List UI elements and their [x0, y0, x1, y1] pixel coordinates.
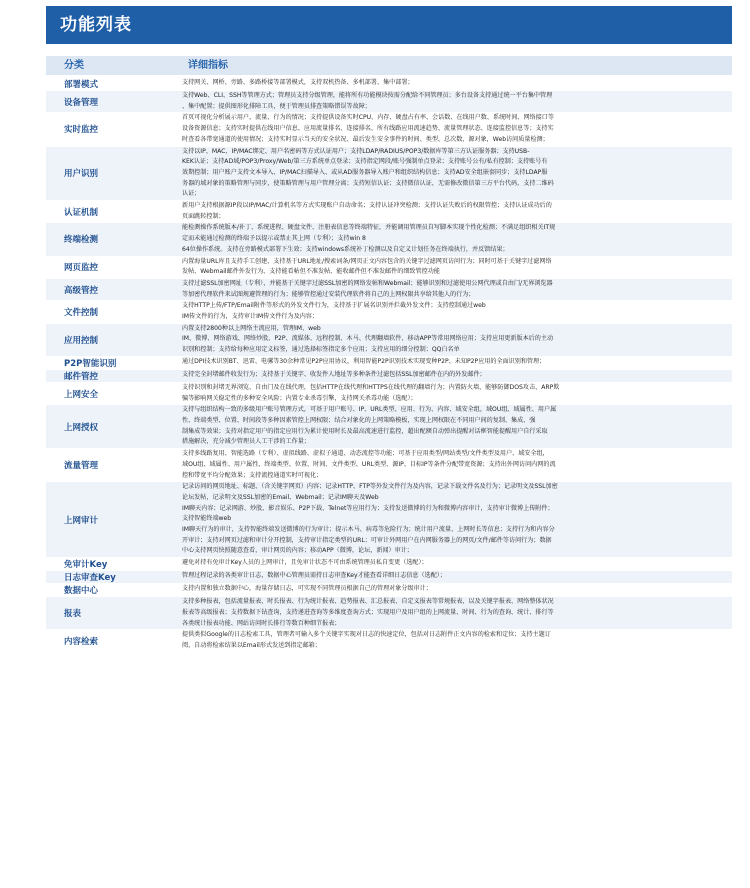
detail-line: 记录访问的网页地址、标题、（含关键字网页）内容；记录HTTP、FTP等外发文件行为及内容，记录下载文件名及行为；记录明文及SSL加密 — [182, 483, 558, 491]
row-category: 报表 — [46, 597, 174, 630]
detail-line: 支持多线路复用、智能选路（专利）、虚拟线路、虚拟子通道、动态流控等功能；可基于应用类型/网站类型/文件类型及用户、域安全组， — [182, 450, 549, 458]
table-row — [46, 370, 732, 383]
row-detail — [174, 324, 732, 357]
detail-line: 控和带宽平均分配效果；支持流控通道实时可视化； — [182, 471, 323, 479]
detail-line: 支持多种报表，包括流量报表、时长报表、行为统计报表、趋势报表、汇总报表、自定义报表等常规报表，以及关键字报表、网络整体状况 — [182, 598, 554, 606]
table-row — [46, 113, 732, 146]
page-title: 功能列表 — [46, 6, 732, 44]
table-row — [46, 324, 732, 357]
row-detail — [174, 301, 732, 323]
row-detail — [174, 223, 732, 256]
detail-line: 性、终端类型、位置、时间段等多种因素管控上网权限；结合对象化的上网策略模板，实现上网权限在不同用户间的复制、集成、强 — [182, 416, 536, 424]
category-column-header: 分类 — [64, 60, 84, 71]
table-header — [46, 56, 732, 75]
detail-line: IM传文件的行为，支持审计IM传文件行为及内容； — [182, 313, 318, 321]
row-detail — [174, 571, 732, 584]
detail-line: 骗等影响网关稳定性的多种安全风险；内置专业杀毒引擎，支持网关杀毒功能（选配）； — [182, 394, 417, 402]
detail-line: 等加密代理软件来试图规避管理的行为；能够管控通过安装代理软件将自己的上网权限共享给其他人的行为； — [182, 290, 475, 298]
detail-line: 中心支持网页快照随意查看，审计网页的内容；移动APP（微博，论坛，新闻）审计； — [182, 547, 413, 555]
row-detail — [174, 558, 732, 571]
detail-line: 支持识别和封堵无界浏览、自由门及在线代理，包括HTTP在线代理和HTTPS在线代理的翻墙行为；内置防火墙，能够防御DOS攻击、ARP欺 — [182, 383, 560, 391]
row-detail — [174, 597, 732, 630]
detail-line: 效期控制；用户账户支持文本导入、IP/MAC扫描导入、或从AD服务器导入账户和组织结构信息；支持AD安全组嵌套同步；支持LDAP服 — [182, 168, 548, 176]
table-row — [46, 301, 732, 323]
detail-line: 支持智能终端web — [182, 515, 232, 523]
row-category: 部署模式 — [46, 78, 174, 91]
row-category: 上网审计 — [46, 482, 174, 558]
detail-line: 内置海量URL库且支持手工创建、支持基于URL地址/搜索词条/网页正文内容包含的关键字过滤网页访问行为；同时可基于关键字过滤网络 — [182, 257, 552, 265]
detail-line: 制集成等效果；支持对指定用户的指定应用行为累计使用时长及最高流速进行监控，超出配额自动弹出提醒对话框智能提醒用户自行采取 — [182, 427, 548, 435]
feature-table — [46, 78, 732, 653]
detail-line: 支持过滤SSL加密网址（专利），并能基于关键字过滤SSL加密的网络发帖和Webmail；能够识别和过滤使用公网代理或自由门/无界浏览器 — [182, 279, 553, 287]
row-detail — [174, 584, 732, 597]
detail-line: 支持与组织结构一致的多级用户账号管理方式，可基于用户账号、IP、URL类型、应用、行为、内容、域安全组，域OU组、域属性、用户属 — [182, 406, 557, 414]
row-detail — [174, 257, 732, 279]
row-detail — [174, 201, 732, 223]
detail-line: 支持以IP、MAC、IP/MAC绑定、用户名密码等方式认证用户；支持LDAP/RADIUS/POP3/数据库等第三方认证服务器；支持USB- — [182, 147, 530, 155]
row-detail — [174, 78, 732, 91]
detail-line: IM聊天行为的审计，支持智能终端发送微博的行为审计；提示木马、病毒等危险行为；统计用户流量、上网时长等信息；支持行为和内容分 — [182, 526, 555, 534]
row-detail — [174, 113, 732, 146]
row-detail — [174, 147, 732, 202]
row-category: 终端检测 — [46, 223, 174, 256]
row-detail — [174, 370, 732, 383]
table-row — [46, 597, 732, 630]
row-category: 用户识别 — [46, 147, 174, 202]
row-category: 应用控制 — [46, 324, 174, 357]
detail-line: 新用户支持根据源IP段以IP/MAC/计算机名等方式实现账户自动命名；支持认证冲突检测；支持认证失败后的权限管控；支持认证成功后的 — [182, 202, 552, 210]
row-category: 内容检索 — [46, 630, 174, 652]
detail-line: 认证； — [182, 190, 201, 198]
row-detail — [174, 383, 732, 405]
detail-line: 发帖、Webmail邮件外发行为、支持能看帖但不准发帖、能收邮件但不准发邮件的细致管控功能 — [182, 268, 440, 276]
row-category: 文件控制 — [46, 301, 174, 323]
detail-line: 支持Web、CLI、SSH等管理方式；管理员支持分级管理，能将所有功能模块按需分配给不同管理员；多台设备支持通过统一平台集中管理 — [182, 92, 553, 99]
table-row — [46, 584, 732, 597]
row-category: 认证机制 — [46, 201, 174, 223]
row-category: 数据中心 — [46, 584, 174, 597]
table-row — [46, 147, 732, 202]
row-detail — [174, 405, 732, 449]
detail-column-header: 详细指标 — [188, 60, 228, 71]
detail-line: 定而未能通过检测的终端予以提示或禁止其上网（专利）；支持win 8 — [182, 235, 366, 243]
detail-line: 能检测操作系统版本/补丁、系统进程、硬盘文件、注册表信息等终端特征，并能调用管理员自写脚本实现个性化检测；不满足组织相关IT规 — [182, 224, 556, 232]
detail-line: 64位操作系统。支持在旁路模式部署下生效；支持windows系统补丁检测以及自定义计划任务在终端执行，并反馈结果； — [182, 245, 509, 253]
table-row — [46, 91, 732, 113]
detail-line: IM聊天内容；记录网游、炒股、影音娱乐、P2P下载、Telnet等应用行为；支持发送微博的行为和微博内容审计，支持审计微博上传附件； — [182, 504, 554, 512]
detail-line: 页面跳转控制； — [182, 212, 225, 220]
row-category: 网页监控 — [46, 257, 174, 279]
row-detail — [174, 449, 732, 482]
row-category: 流量管理 — [46, 449, 174, 482]
row-category: 上网授权 — [46, 405, 174, 449]
detail-line: 内置支持2800种以上网络主流应用，管理IM、web — [182, 324, 321, 332]
row-category: 设备管理 — [46, 91, 174, 113]
detail-line: 论坛发帖，记录明文及SSL加密的Email、Webmail；记录IM聊天及Web — [182, 493, 379, 501]
detail-line: 支持内置和独立数据中心，海量存储日志，可实现不同管理员根据自己的管理对象分级审计； — [182, 585, 432, 593]
detail-line: 管理过程记录的各类审计日志，数据中心管理员需持日志审查Key才能查看详细日志信息（选配）； — [182, 572, 446, 580]
detail-line: 时查看各带宽通道的使用情况；支持实时显示当天的安全状况、最后发生安全事件的时间、类型、总次数、源对象，Web访问质量检测； — [182, 135, 549, 143]
row-category: 免审计Key — [46, 558, 174, 571]
table-row — [46, 383, 732, 405]
detail-line: 提供类似Google的日志检索工具，管理者可输入多个关键字实现对日志的快速定位，包括对日志附件正文内容的检索和定位；支持主题订 — [182, 631, 551, 639]
detail-line: 设备资源信息；支持实时提供在线用户信息、应用流量排名、连接排名、所有线路应用流速趋势、流量管理状态、连接监控信息等；支持实 — [182, 125, 554, 133]
table-row — [46, 257, 732, 279]
detail-line: KEK认证；支持AD域/POP3/Proxy/Web/第三方系统单点登录；支持指定网段/账号强制单点登录；支持账号公有/私有控制；支持账号有 — [182, 158, 548, 166]
row-category: 实时监控 — [46, 113, 174, 146]
detail-line: 务器的域对象的策略管理与同步，使策略管理与用户管理分离；支持短信认证；支持微信认证，无需修改微信第三方平台代码，支持二维码 — [182, 179, 554, 187]
detail-line: 域OU组、域属性、用户属性、终端类型、位置、时间、文件类型、URL类型、源IP、目标IP等条件分配带宽资源；支持出外网访问内网的流 — [182, 460, 556, 468]
detail-line: 避免对持有免审计Key人员的上网审计，且免审计状态不可由系统管理员私自变更（选配）； — [182, 559, 428, 567]
detail-line: 支持HTTP上传/FTP/Email附件等形式的外发文件行为，支持基于扩展名识别并拦截外发文件；支持控制通过web — [182, 302, 486, 310]
detail-line: 识别和控制；支持给每种应用定义标签，通过选择标签指定多个应用；支持应用的细分控制；QQ白名单 — [182, 346, 460, 354]
table-row — [46, 571, 732, 584]
row-detail — [174, 482, 732, 558]
table-row — [46, 279, 732, 301]
row-category: P2P智能识别 — [46, 357, 174, 370]
row-category: 邮件管控 — [46, 370, 174, 383]
detail-line: 支持网关、网桥、旁路、多路桥接等部署模式，支持双机热备、多机部署、集中部署； — [182, 79, 414, 86]
row-detail — [174, 91, 732, 113]
row-category: 上网安全 — [46, 383, 174, 405]
table-row — [46, 558, 732, 571]
row-detail — [174, 630, 732, 652]
row-detail — [174, 279, 732, 301]
table-row — [46, 223, 732, 256]
detail-line: 各类统计报表功能、网站访问时长排行等数百种细节报表； — [182, 619, 341, 627]
row-category: 高级管控 — [46, 279, 174, 301]
detail-line: 报表等高级报表；支持数据下钻查询，支持递进查询等多维度查询方式；实现用户及用户组的上网流量、时间、行为的查询、统计、排行等 — [182, 608, 554, 616]
table-row — [46, 405, 732, 449]
detail-line: 通过DPI技术识别BT、迅雷、电骡等30余种常见P2P应用协议，利用智能P2P识别技术实现变种P2P、未知P2P应用的全面识别和管理； — [182, 357, 546, 365]
table-row — [46, 201, 732, 223]
table-row — [46, 630, 732, 652]
table-row — [46, 78, 732, 91]
detail-line: 阅，自动将检索结果以Email形式发送到指定邮箱； — [182, 641, 321, 649]
table-row — [46, 449, 732, 482]
detail-line: 措施解决，充分减少管理员人工干涉的工作量； — [182, 438, 310, 446]
detail-line: 、集中配置；提供图形化排障工具，便于管理员排查策略错误等故障； — [182, 102, 371, 110]
detail-line: 首页可视化分析展示用户、流量、行为的情况；支持提供设备实时CPU、内存、硬盘占有率、会话数、在线用户数、系统时间、网络接口等 — [182, 114, 554, 122]
row-detail — [174, 357, 732, 370]
table-row — [46, 357, 732, 370]
detail-line: 开审计；支持对网页过滤和审计分开控制，支持审计指定类型的URL；可审计外网用户在内网服务器上的网页/文件/邮件等访问行为；数据 — [182, 536, 552, 544]
table-row — [46, 482, 732, 558]
detail-line: 支持完全封堵邮件收发行为；支持基于关键字、收发件人地址等多种条件过滤包括SSL加密邮件在内的外发邮件； — [182, 370, 486, 378]
detail-line: IM、微博、网络游戏、网络炒股、P2P、流媒体、远程控制、木马、代理翻墙软件、移动APP等常用网络应用；支持应用更新版本后的主动 — [182, 335, 554, 343]
row-category: 日志审查Key — [46, 571, 174, 584]
